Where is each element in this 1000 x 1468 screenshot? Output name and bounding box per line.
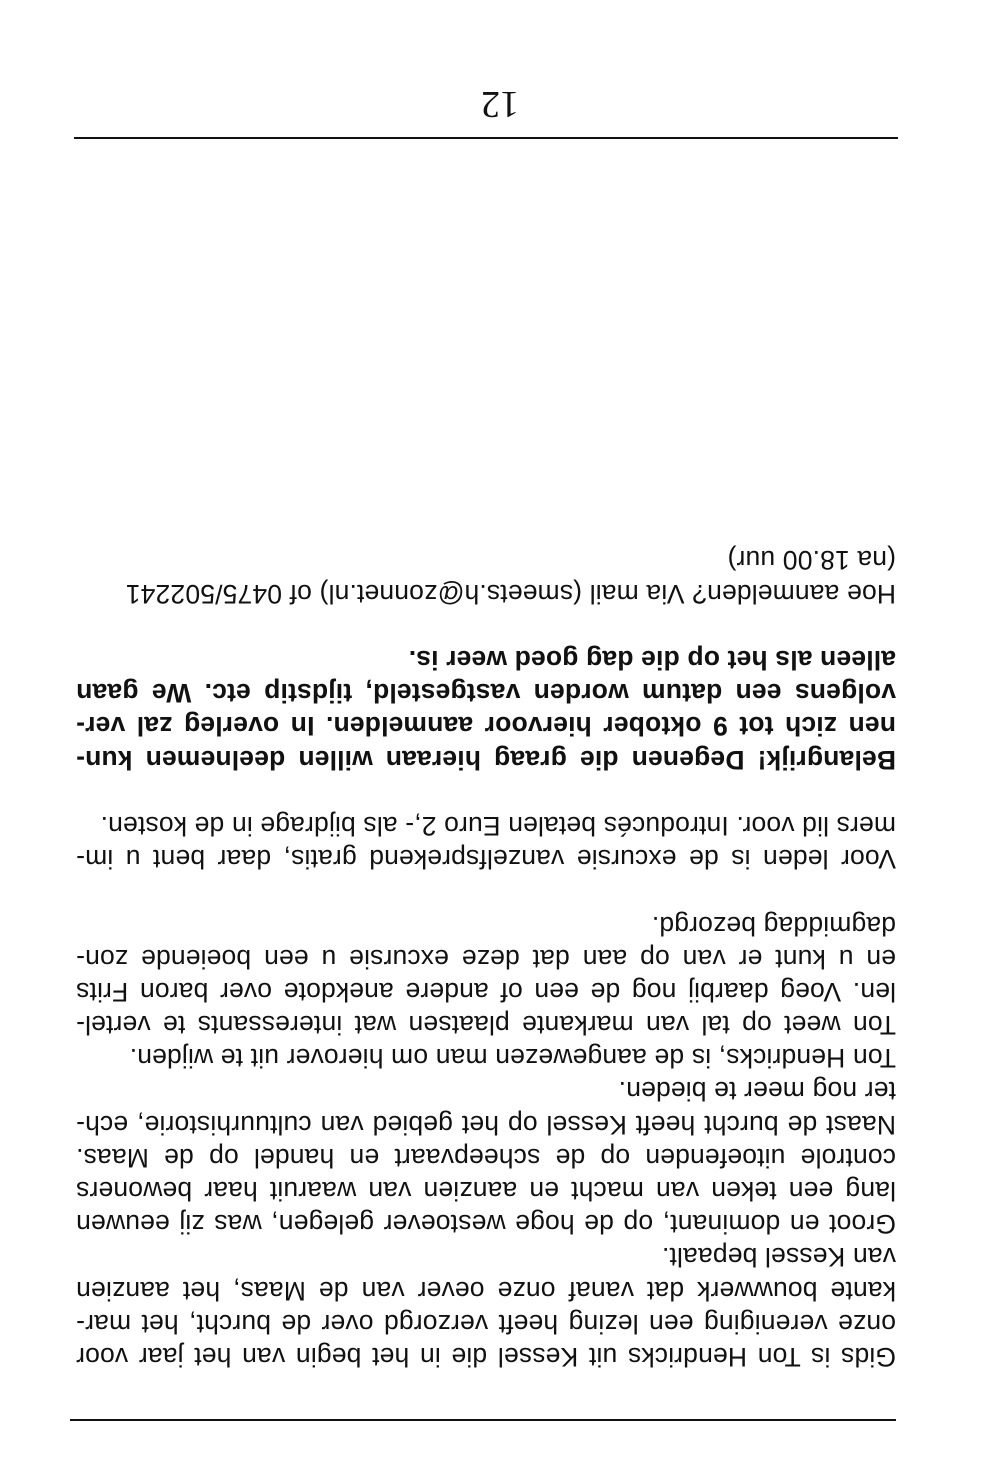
paragraph-gap (76, 875, 896, 908)
paragraph-signup (76, 543, 896, 609)
history-line-3: controle uitoefenden op de scheepvaart en handel op de Maas. (76, 1142, 896, 1173)
history-line-9: en u kunt er van op aan dat deze excursie u een boeiende zon- (76, 943, 896, 974)
signup-line-2: (na 18.00 uur) (727, 545, 896, 576)
history-line-5: ter nog meer te bieden. (618, 1076, 896, 1107)
important-line-4: alleen als het op die dag goed weer is. (408, 645, 896, 676)
intro-line-2: onze vereniging een lezing heeft verzorgd over de burcht, het mar- (76, 1308, 896, 1339)
history-line-2: lang een teken van macht en aanzien van waaruit haar bewoners (76, 1176, 896, 1207)
page-number: 12 (481, 83, 519, 125)
paragraph-gap (76, 610, 896, 643)
paragraph-costs (76, 809, 896, 875)
intro-line-3: kante bouwwerk dat vanaf onze oever van de Maas, het aanzien (76, 1275, 896, 1306)
signup-line-1: Hoe aanmelden? Via mail (smeets.h@zonnet.nl) of 0475/502241 (125, 578, 896, 609)
important-line-1: Belangrijk! Degenen die graag hieraan willen deelnemen kun- (76, 744, 896, 775)
history-line-10: dagmiddag bezorgd. (651, 910, 896, 941)
history-line-7: Ton weet op tal van markante plaatsen wat interessants te vertel- (76, 1010, 896, 1041)
costs-line-1: Voor leden is de excursie vanzelfsprekend gratis, daar bent u im- (76, 844, 896, 875)
history-line-8: len. Voeg daarbij nog de een of andere anekdote over baron Frits (76, 976, 896, 1007)
paragraph-important (76, 643, 896, 776)
history-line-1: Groot en dominant, op de hoge westoever gelegen, was zij eeuwen (76, 1209, 896, 1240)
paragraph-gap (76, 776, 896, 809)
intro-line-4: van Kessel bepaalt. (661, 1242, 896, 1273)
important-line-2: nen zich tot 9 oktober hiervoor aanmelden. In overleg zal ver- (76, 711, 896, 742)
bottom-rule (74, 137, 898, 139)
paragraph-history (76, 908, 896, 1240)
history-line-6: Ton Hendricks, is de aangewezen man om hierover uit te wijden. (129, 1043, 896, 1074)
history-line-4: Naast de burcht heeft Kessel op het gebied van cultuurhistorie, ech- (76, 1109, 896, 1140)
top-rule (70, 1419, 896, 1421)
article-body (76, 543, 896, 1373)
important-line-3: volgens een datum worden vastgesteld, tijdstip etc. We gaan (76, 678, 896, 709)
costs-line-2: mers lid voor. Introducés betalen Euro 2,- als bijdrage in de kosten. (100, 811, 896, 841)
intro-line-1: Gids is Ton Hendricks uit Kessel die in het begin van het jaar voor (76, 1342, 896, 1372)
paragraph-intro (76, 1240, 896, 1373)
